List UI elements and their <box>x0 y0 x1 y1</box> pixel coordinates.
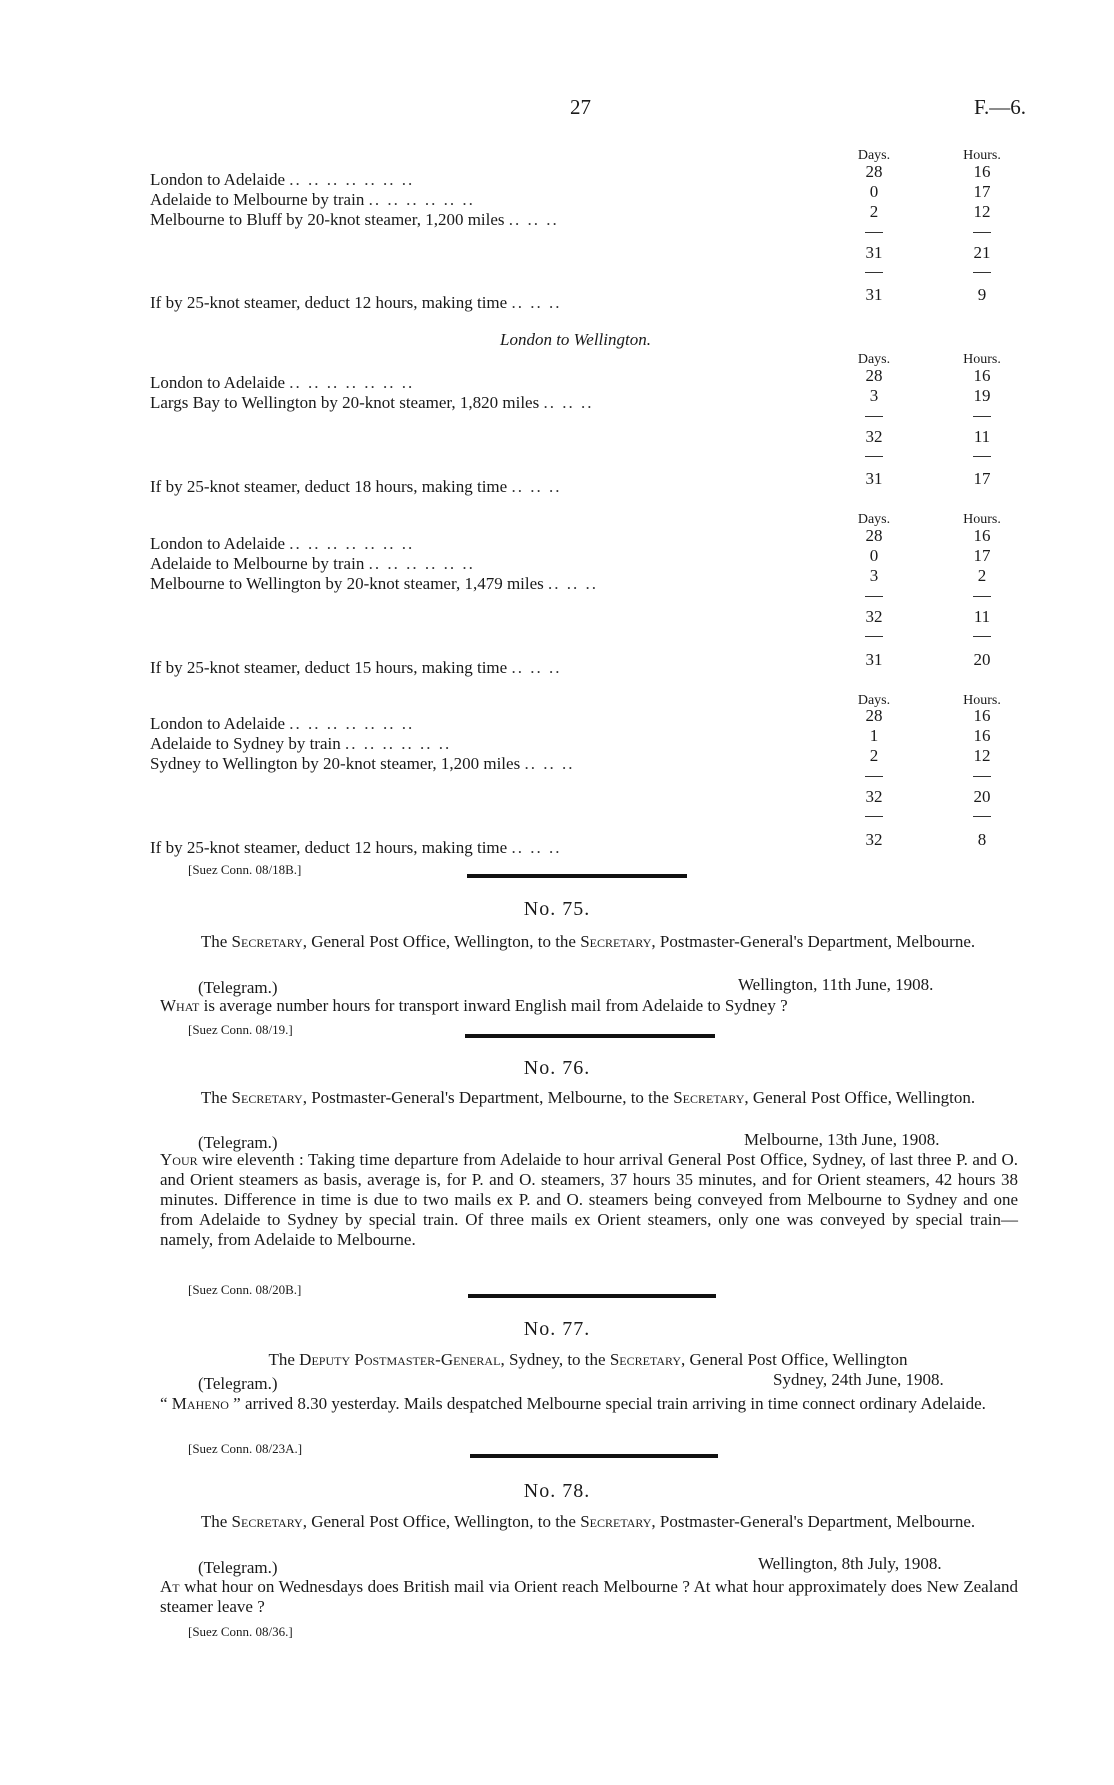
document-number: No. 76. <box>523 1057 591 1079</box>
section-divider <box>467 874 687 878</box>
hours-value: 16 <box>973 726 991 745</box>
route-row <box>150 210 850 230</box>
route-row <box>150 373 850 393</box>
message-body <box>160 1577 1018 1617</box>
address-line <box>158 1088 1018 1108</box>
telegram-label: (Telegram.) <box>198 1558 278 1577</box>
sum-rule <box>973 596 991 597</box>
route-row <box>150 754 850 774</box>
route-row <box>150 393 850 413</box>
hours-value: 19 <box>973 386 991 405</box>
citation: [Suez Conn. 08/36.] <box>188 1624 293 1639</box>
hours-value: 16 <box>973 706 991 725</box>
leader-dots: .. .. .. .. .. .. .. <box>289 170 415 189</box>
hours-value: 16 <box>973 366 991 385</box>
hours-header: Hours. <box>963 148 1001 163</box>
deduct-row <box>150 838 850 858</box>
document-number: No. 75. <box>523 898 591 920</box>
page-number: 27 <box>570 95 591 119</box>
hours-value: 17 <box>973 546 991 565</box>
message-text: is average number hours for transport inward English mail from Adelaide to Sydney ? <box>199 996 788 1015</box>
deduct-days: 31 <box>865 469 883 488</box>
address-part: The <box>200 1088 232 1107</box>
address-title: Deputy Postmaster-General <box>299 1350 501 1369</box>
deduct-label: If by 25-knot steamer, deduct 12 hours, making time <box>150 293 508 312</box>
route-label: Adelaide to Melbourne by train <box>150 554 365 573</box>
address-part: The <box>200 932 232 951</box>
address-title: Secretary <box>231 1512 303 1531</box>
total-hours: 11 <box>973 427 991 446</box>
days-value: 28 <box>865 366 883 385</box>
route-label: London to Adelaide <box>150 534 286 553</box>
days-value: 0 <box>869 182 879 201</box>
section-divider <box>465 1034 715 1038</box>
message-lead: Your <box>160 1150 198 1169</box>
sum-rule <box>865 776 883 777</box>
deduct-label: If by 25-knot steamer, deduct 15 hours, making time <box>150 658 508 677</box>
leader-dots: .. .. .. .. .. .. <box>368 554 475 573</box>
total-days: 31 <box>865 243 883 262</box>
total-days: 32 <box>865 607 883 626</box>
sum-rule <box>973 776 991 777</box>
deduct-hours: 20 <box>973 650 991 669</box>
leader-dots: .. .. .. <box>508 210 559 229</box>
days-value: 1 <box>869 726 879 745</box>
hours-value: 12 <box>973 202 991 221</box>
address-title: Secretary <box>231 932 303 951</box>
sum-rule <box>865 596 883 597</box>
address-part: , General Post Office, Wellington <box>681 1350 908 1369</box>
route-label: London to Adelaide <box>150 714 286 733</box>
sum-rule <box>973 636 991 637</box>
route-row <box>150 714 850 734</box>
days-value: 2 <box>869 202 879 221</box>
total-days: 32 <box>865 427 883 446</box>
citation: [Suez Conn. 08/20B.] <box>188 1282 302 1297</box>
document-reference: F.—6. <box>974 95 1026 119</box>
message-body <box>160 1394 1018 1414</box>
message-text: wire eleventh : Taking time departure from Adelaide to hour arrival General Post Office, Sydney, of last three P. and O. and Orient steamers as basis, average is, for P. and O. steamers, 37 hours 35 minutes, and for Orient steamers, 42 hours 38 minutes. Difference in time is due to two mails ex P. and O. steamers being conveyed from Melbourne to Sydney and one from Adelaide to Sydney by special train. Of three mails ex Orient steamers, only one was conveyed by special train—namely, from Adelaide to Melbourne. <box>160 1150 1018 1249</box>
place-date: Sydney, 24th June, 1908. <box>773 1370 944 1389</box>
days-value: 3 <box>869 386 879 405</box>
table-citation: [Suez Conn. 08/18B.] <box>188 862 302 877</box>
citation: [Suez Conn. 08/23A.] <box>188 1441 303 1456</box>
route-label: London to Adelaide <box>150 373 286 392</box>
sum-rule <box>973 272 991 273</box>
address-title: Secretary <box>609 1350 681 1369</box>
address-part: , General Post Office, Wellington. <box>744 1088 976 1107</box>
days-header: Days. <box>857 148 891 163</box>
route-label: Melbourne to Bluff by 20-knot steamer, 1,200 miles <box>150 210 505 229</box>
place-date: Melbourne, 13th June, 1908. <box>744 1130 940 1149</box>
route-label: Largs Bay to Wellington by 20-knot steamer, 1,820 miles <box>150 393 540 412</box>
deduct-days: 31 <box>865 285 883 304</box>
section-divider <box>468 1294 716 1298</box>
leader-dots: .. .. .. .. .. .. .. <box>289 714 415 733</box>
sum-rule <box>865 272 883 273</box>
hours-value: 12 <box>973 746 991 765</box>
leader-dots: .. .. .. <box>543 393 594 412</box>
route-row <box>150 190 850 210</box>
address-part: The <box>200 1512 232 1531</box>
total-hours: 11 <box>973 607 991 626</box>
hours-header: Hours. <box>963 512 1001 527</box>
deduct-days: 31 <box>865 650 883 669</box>
days-header: Days. <box>857 512 891 527</box>
route-label: London to Adelaide <box>150 170 286 189</box>
message-lead: “ Maheno ” <box>160 1394 241 1413</box>
days-value: 28 <box>865 162 883 181</box>
message-body <box>160 1150 1018 1250</box>
address-line <box>158 932 1018 952</box>
days-value: 2 <box>869 746 879 765</box>
route-row <box>150 534 850 554</box>
leader-dots: .. .. .. <box>524 754 575 773</box>
leader-dots: .. .. .. <box>511 838 562 857</box>
days-header: Days. <box>857 352 891 367</box>
message-text: arrived 8.30 yesterday. Mails despatched Melbourne special train arriving in time connect ordinary Adelaide. <box>240 1394 986 1413</box>
total-hours: 21 <box>973 243 991 262</box>
deduct-hours: 9 <box>977 285 987 304</box>
address-part: , General Post Office, Wellington, to the <box>302 1512 581 1531</box>
address-part: , General Post Office, Wellington, to the <box>302 932 581 951</box>
document-number: No. 77. <box>523 1318 591 1340</box>
document-number: No. 78. <box>523 1480 591 1502</box>
deduct-label: If by 25-knot steamer, deduct 12 hours, making time <box>150 838 508 857</box>
address-line <box>158 1512 1018 1532</box>
leader-dots: .. .. .. .. .. .. .. <box>289 373 415 392</box>
deduct-hours: 8 <box>977 830 987 849</box>
sum-rule <box>973 456 991 457</box>
leader-dots: .. .. .. .. .. .. <box>345 734 452 753</box>
route-label: Melbourne to Wellington by 20-knot steamer, 1,479 miles <box>150 574 544 593</box>
address-title: Secretary <box>673 1088 745 1107</box>
address-part: , Postmaster-General's Department, Melbourne. <box>651 932 976 951</box>
route-row <box>150 574 850 594</box>
address-part: , Postmaster-General's Department, Melbourne. <box>651 1512 976 1531</box>
deduct-label: If by 25-knot steamer, deduct 18 hours, making time <box>150 477 508 496</box>
message-body <box>160 996 1018 1016</box>
deduct-row <box>150 658 850 678</box>
sum-rule <box>865 416 883 417</box>
address-part: , Sydney, to the <box>500 1350 610 1369</box>
days-value: 3 <box>869 566 879 585</box>
deduct-days: 32 <box>865 830 883 849</box>
hours-value: 2 <box>977 566 987 585</box>
sum-rule <box>973 232 991 233</box>
address-title: Secretary <box>580 932 652 951</box>
sum-rule <box>865 816 883 817</box>
sum-rule <box>973 816 991 817</box>
leader-dots: .. .. .. .. .. .. <box>368 190 475 209</box>
route-label: Adelaide to Melbourne by train <box>150 190 365 209</box>
message-lead: At <box>160 1577 180 1596</box>
leader-dots: .. .. .. .. .. .. .. <box>289 534 415 553</box>
leader-dots: .. .. .. <box>548 574 599 593</box>
hours-value: 16 <box>973 162 991 181</box>
place-date: Wellington, 11th June, 1908. <box>738 975 934 994</box>
route-row <box>150 170 850 190</box>
hours-value: 16 <box>973 526 991 545</box>
telegram-label: (Telegram.) <box>198 1374 278 1393</box>
message-lead: What <box>160 996 200 1015</box>
address-part: The <box>268 1350 300 1369</box>
sum-rule <box>973 416 991 417</box>
section-title: London to Wellington. <box>500 330 651 349</box>
place-date: Wellington, 8th July, 1908. <box>758 1554 942 1573</box>
leader-dots: .. .. .. <box>511 658 562 677</box>
route-row <box>150 734 850 754</box>
leader-dots: .. .. .. <box>511 293 562 312</box>
address-line <box>158 1350 1018 1370</box>
sum-rule <box>865 232 883 233</box>
hours-value: 17 <box>973 182 991 201</box>
days-value: 0 <box>869 546 879 565</box>
route-row <box>150 554 850 574</box>
telegram-label: (Telegram.) <box>198 1133 278 1152</box>
citation: [Suez Conn. 08/19.] <box>188 1022 293 1037</box>
section-divider <box>470 1454 718 1458</box>
sum-rule <box>865 456 883 457</box>
telegram-label: (Telegram.) <box>198 978 278 997</box>
leader-dots: .. .. .. <box>511 477 562 496</box>
days-value: 28 <box>865 706 883 725</box>
sum-rule <box>865 636 883 637</box>
hours-header: Hours. <box>963 352 1001 367</box>
route-label: Adelaide to Sydney by train <box>150 734 341 753</box>
address-title: Secretary <box>231 1088 303 1107</box>
deduct-hours: 17 <box>973 469 991 488</box>
deduct-row <box>150 293 850 313</box>
days-value: 28 <box>865 526 883 545</box>
address-title: Secretary <box>580 1512 652 1531</box>
total-days: 32 <box>865 787 883 806</box>
days-header: Days. <box>857 693 891 708</box>
total-hours: 20 <box>973 787 991 806</box>
message-text: what hour on Wednesdays does British mail via Orient reach Melbourne ? At what hour approximately does New Zealand steamer leave ? <box>160 1577 1018 1616</box>
address-part: , Postmaster-General's Department, Melbourne, to the <box>302 1088 674 1107</box>
hours-header: Hours. <box>963 693 1001 708</box>
route-label: Sydney to Wellington by 20-knot steamer, 1,200 miles <box>150 754 521 773</box>
deduct-row <box>150 477 850 497</box>
